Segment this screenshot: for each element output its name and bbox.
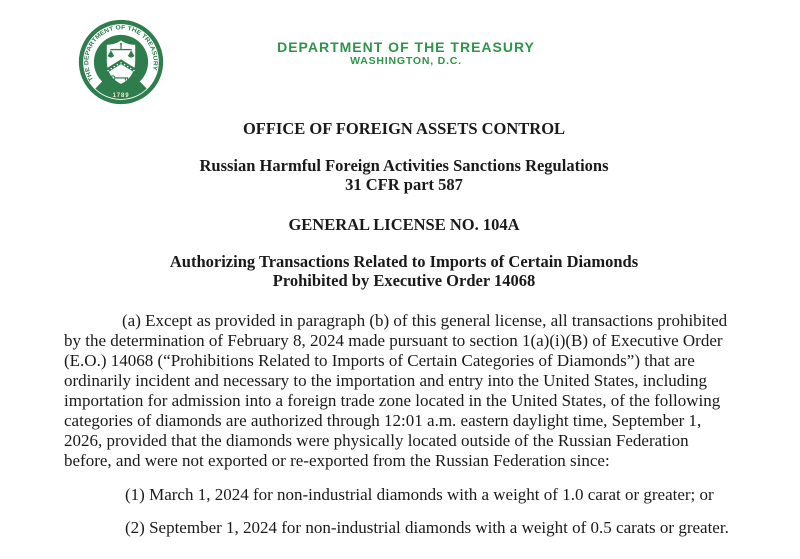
paragraph-a-line: categories of diamonds are authorized through 12:01 a.m. eastern daylight time, September 1, (64, 411, 702, 430)
paragraph-a-line: ordinarily incident and necessary to the importation and entry into the United States, including (64, 371, 708, 390)
subject-line-1: Authorizing Transactions Related to Imports of Certain Diamonds (169, 252, 639, 271)
treasury-seal-icon (78, 19, 164, 105)
list-item: (1) March 1, 2024 for non-industrial diamonds with a weight of 1.0 carat or greater; or (125, 485, 714, 504)
regulation-title (0, 156, 800, 194)
paragraph-a-line: (E.O.) 14068 (“Prohibitions Related to Imports of Certain Categories of Diamonds”) that are (64, 351, 695, 370)
paragraph-a-line: importation for admission into a foreign trade zone located in the United States, of the following (64, 391, 721, 410)
subject-line-2: Prohibited by Executive Order 14068 (272, 271, 536, 290)
paragraph-a-line: by the determination of February 8, 2024 made pursuant to section 1(a)(i)(B) of Executive Order (64, 331, 723, 350)
license-number-title: GENERAL LICENSE NO. 104A (288, 215, 520, 234)
seal-ring-text: THE DEPARTMENT OF THE TREASURY (84, 25, 158, 82)
list-item: (2) September 1, 2024 for non-industrial diamonds with a weight of 0.5 carats or greater. (125, 518, 729, 537)
paragraph-a (64, 311, 786, 471)
regulation-name: Russian Harmful Foreign Activities Sanctions Regulations (199, 156, 609, 175)
regulation-cfr: 31 CFR part 587 (345, 175, 463, 194)
agency-city: WASHINGTON, D.C. (350, 55, 462, 67)
office-title: OFFICE OF FOREIGN ASSETS CONTROL (242, 119, 566, 138)
agency-name: DEPARTMENT OF THE TREASURY (277, 39, 535, 55)
seal-year: 1789 (112, 92, 130, 99)
paragraph-a-line: 2026, provided that the diamonds were physically located outside of the Russian Federation (64, 431, 689, 450)
authorized-categories-list (64, 485, 786, 538)
license-subject-title (0, 252, 800, 290)
paragraph-a-line: (a) Except as provided in paragraph (b) of this general license, all transactions prohibited (122, 311, 728, 330)
paragraph-a-line: before, and were not exported or re-exported from the Russian Federation since: (64, 451, 610, 470)
body-text (64, 311, 786, 538)
